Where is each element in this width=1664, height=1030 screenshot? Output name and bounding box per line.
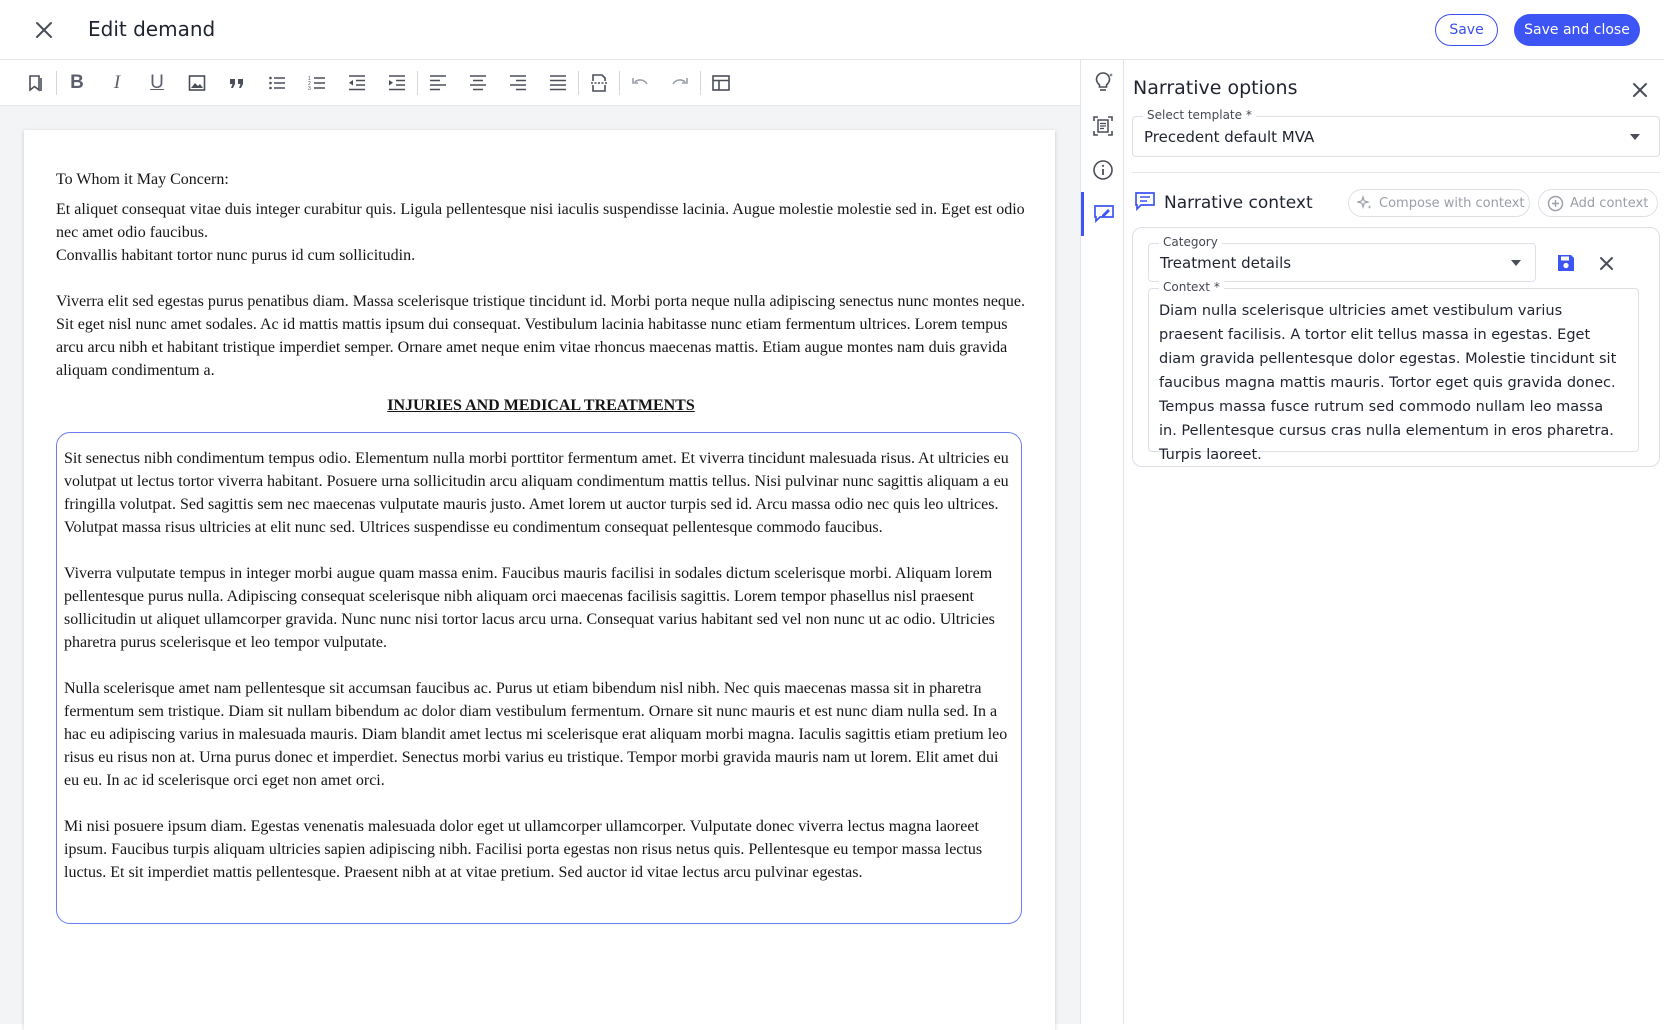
chevron-down-icon: [1511, 260, 1521, 266]
blockquote-button[interactable]: [217, 66, 257, 100]
bold-button[interactable]: [57, 66, 97, 100]
align-right-icon: [508, 73, 528, 93]
insert-image-button[interactable]: [177, 66, 217, 100]
table-icon: [711, 73, 731, 93]
align-justify-icon: [548, 73, 568, 93]
numbered-list-button[interactable]: [297, 66, 337, 100]
close-icon: [1599, 256, 1614, 271]
bold-icon: B: [70, 71, 84, 93]
category-select-label: Category: [1159, 235, 1222, 249]
category-select[interactable]: [1148, 235, 1536, 282]
context-textarea-value[interactable]: Diam nulla scelerisque ultricies amet vestibulum varius praesent facilisis. A tortor elit tellus massa in egestas. Eget diam gravida pellentesque dolor egestas. Molestie tincidunt sit faucibus magna mattis mauris. Tortor eget quis gravida donec. Tempus massa fusce rutrum sed commodo nullam leo massa in. Pellentesque cursus cras nulla elementum in eros pharetra. Turpis laoreet.: [1159, 303, 1617, 463]
editor-toolbar: [0, 60, 1080, 106]
paragraph-2[interactable]: Viverra elit sed egestas purus penatibus diam. Massa scelerisque tristique tincidunt id. Morbi porta neque nulla adipiscing senectus nunc montes neque. Sit eget nisl nunc amet sodales. Ac id mattis mattis ipsum dui consequat. Vestibulum lacinia habitasse nunc etiam fermentum ultrices. Lorem tempus arcu arcu nibh et habitant tristique imperdiet semper. Ornare amet neque enim vitae rhoncus maecenas mattis. Etiam augue montes nam duis gravida aliquam condimentum a.: [56, 293, 1026, 379]
save-context-button[interactable]: [1553, 250, 1579, 276]
sparkle-icon: [1357, 195, 1373, 211]
section-paragraph[interactable]: Sit senectus nibh condimentum tempus odio. Elementum nulla morbi porttitor fermentum amet. Et viverra tincidunt malesuada risus. At ultricies eu volutpat ut lectus tortor viverra habitant. Posuere urna sollicitudin arcu aliquam condimentum mattis tellus. Nisi pulvinar nunc sagittis aliquam a eu fringilla volutpat. Sed sagittis sem nec maecenas vulputate mauris justo. Amet lorem ut auctor turpis sed id. Arcu massa odio nec quis leo ultrices. Volutpat massa risus ultricies at elit nunc sed. Ultrices suspendisse eu condimentum consequat pellentesque commodo faucibus.: [64, 450, 1009, 536]
svg-text:2: 2: [308, 80, 311, 87]
underline-button[interactable]: [137, 66, 177, 100]
align-left-icon: [428, 73, 448, 93]
lightbulb-icon: [1091, 70, 1115, 94]
greeting[interactable]: To Whom it May Concern:: [56, 171, 229, 188]
save-icon: [1556, 253, 1576, 273]
context-textarea[interactable]: [1148, 280, 1639, 463]
insert-table-button[interactable]: [701, 66, 741, 100]
italic-button[interactable]: [97, 66, 137, 100]
narrative-context-title: Narrative context: [1164, 193, 1313, 213]
section-heading[interactable]: INJURIES AND MEDICAL TREATMENTS: [387, 397, 695, 414]
bookmark-icon: [26, 73, 46, 93]
document-page[interactable]: [24, 130, 1055, 1030]
narrative-options-panel: [1124, 60, 1664, 1024]
bullet-list-button[interactable]: [257, 66, 297, 100]
section-paragraph[interactable]: Nulla scelerisque amet nam pellentesque sit accumsan faucibus ac. Purus ut etiam bibendum nisl nibh. Nec quis maecenas massa sit in pharetra fermentum sem tristique. Diam sit nullam bibendum ac dolor diam vestibulum fermentum. Ornare sit nunc mauris et est nunc diam nulla sed. In a hac eu adipiscing varius in malesuada mauris. Diam blandit amet lectus mi scelerisque erat aliquam morbi magna. Iaculis sagittis etiam pretium leo risus eu risus non at. Urna purus donec et imperdiet. Senectus morbi varius eu tristique. Tempor morbi gravida mauris nam ut lorem. Elit amet dui eu eu. In ac id scelerisque orci eget non amet orci.: [64, 680, 1008, 789]
paragraph-1b[interactable]: Convallis habitant tortor nunc purus id cum sollicitudin.: [56, 247, 416, 264]
panel-divider: [1132, 172, 1660, 173]
section-paragraph[interactable]: Mi nisi posuere ipsum diam. Egestas venenatis malesuada dolor eget ut ullamcorper ullamcorper. Vulputate donec viverra lectus magna laoreet ipsum. Faucibus turpis aliquam ultricies sapien adipiscing nibh. Facilisi porta egestas non risus netus quis. Pellentesque eu tempor massa lectus luctus. Et sit imperdiet mattis pellentesque. Praesent nibh at at vitae pretium. Sed auctor id vitae lectus arcu pulvinar egestas.: [64, 818, 983, 881]
chevron-down-icon: [1630, 134, 1640, 140]
add-context-label: Add context: [1570, 195, 1649, 211]
header-bar: [0, 0, 1664, 60]
page-title: Edit demand: [88, 17, 216, 41]
narrative-icon: [1092, 202, 1116, 226]
svg-text:1: 1: [308, 75, 311, 82]
panel-title: Narrative options: [1133, 77, 1298, 99]
rail-document-button[interactable]: [1081, 104, 1124, 148]
close-panel-button[interactable]: [1626, 76, 1654, 104]
image-icon: [187, 73, 207, 93]
compose-with-context-button[interactable]: [1348, 189, 1530, 217]
align-center-icon: [468, 73, 488, 93]
template-select-value: Precedent default MVA: [1144, 128, 1315, 146]
indent-icon: [387, 73, 407, 93]
remove-context-button[interactable]: [1593, 250, 1619, 276]
add-circle-icon: [1547, 195, 1564, 212]
svg-text:3: 3: [308, 85, 311, 92]
undo-icon: [630, 73, 650, 93]
indent-button[interactable]: [377, 66, 417, 100]
undo-button[interactable]: [620, 66, 660, 100]
selected-section[interactable]: [56, 432, 1022, 924]
italic-icon: I: [113, 71, 121, 93]
bookmark-button[interactable]: [16, 66, 56, 100]
rail-info-button[interactable]: [1081, 148, 1124, 192]
category-select-value: Treatment details: [1160, 254, 1292, 272]
side-rail: [1080, 60, 1124, 1024]
template-select-label: Select template *: [1143, 108, 1256, 122]
outdent-icon: [347, 73, 367, 93]
save-and-close-button[interactable]: Save and close: [1514, 14, 1640, 46]
rail-narrative-button[interactable]: [1081, 192, 1124, 236]
narrative-context-icon: [1134, 190, 1156, 212]
add-context-button[interactable]: [1538, 189, 1658, 217]
section-paragraph[interactable]: Viverra vulputate tempus in integer morbi augue quam massa enim. Faucibus mauris facilisi in sodales dictum scelerisque morbi. Aliquam lorem pellentesque purus nulla. Adipiscing consequat scelerisque nibh aliquam orci maecenas facilisis sagittis. Lorem tempor phasellus nisl praesent sollicitudin ut aliquet ullamcorper gravida. Nunc nunc nisi tortor lacus arcu urna. Consequat varius habitant sed vel non nunc ut ac odio. Ultricies pharetra purus scelerisque et leo tempor vulputate.: [64, 565, 995, 651]
close-icon: [35, 21, 53, 39]
close-editor-button[interactable]: [30, 16, 58, 44]
editor-canvas: [0, 106, 1080, 1024]
quote-icon: [227, 73, 247, 93]
template-select[interactable]: [1132, 108, 1660, 157]
context-card: [1132, 227, 1660, 467]
save-button[interactable]: Save: [1435, 14, 1498, 46]
info-icon: [1091, 158, 1115, 182]
align-right-button[interactable]: [498, 66, 538, 100]
paragraph-1[interactable]: Et aliquet consequat vitae duis integer curabitur quis. Ligula pellentesque nisi iaculis suspendisse lacinia. Augue molestie molestie sed in. Eget est odio nec amet odio faucibus.: [56, 201, 1025, 241]
underline-icon: U: [150, 71, 164, 93]
context-textarea-label: Context *: [1159, 280, 1224, 294]
align-justify-button[interactable]: [538, 66, 578, 100]
page-break-icon: [589, 73, 609, 93]
outdent-button[interactable]: [337, 66, 377, 100]
compose-with-context-label: Compose with context: [1379, 195, 1525, 211]
align-left-button[interactable]: [418, 66, 458, 100]
document-scan-icon: [1091, 114, 1115, 138]
redo-icon: [670, 73, 690, 93]
page-break-button[interactable]: [579, 66, 619, 100]
rail-suggestions-button[interactable]: [1081, 60, 1124, 104]
bullet-list-icon: [267, 73, 287, 93]
numbered-list-icon: [307, 73, 327, 93]
redo-button[interactable]: [660, 66, 700, 100]
align-center-button[interactable]: [458, 66, 498, 100]
close-icon: [1632, 82, 1648, 98]
